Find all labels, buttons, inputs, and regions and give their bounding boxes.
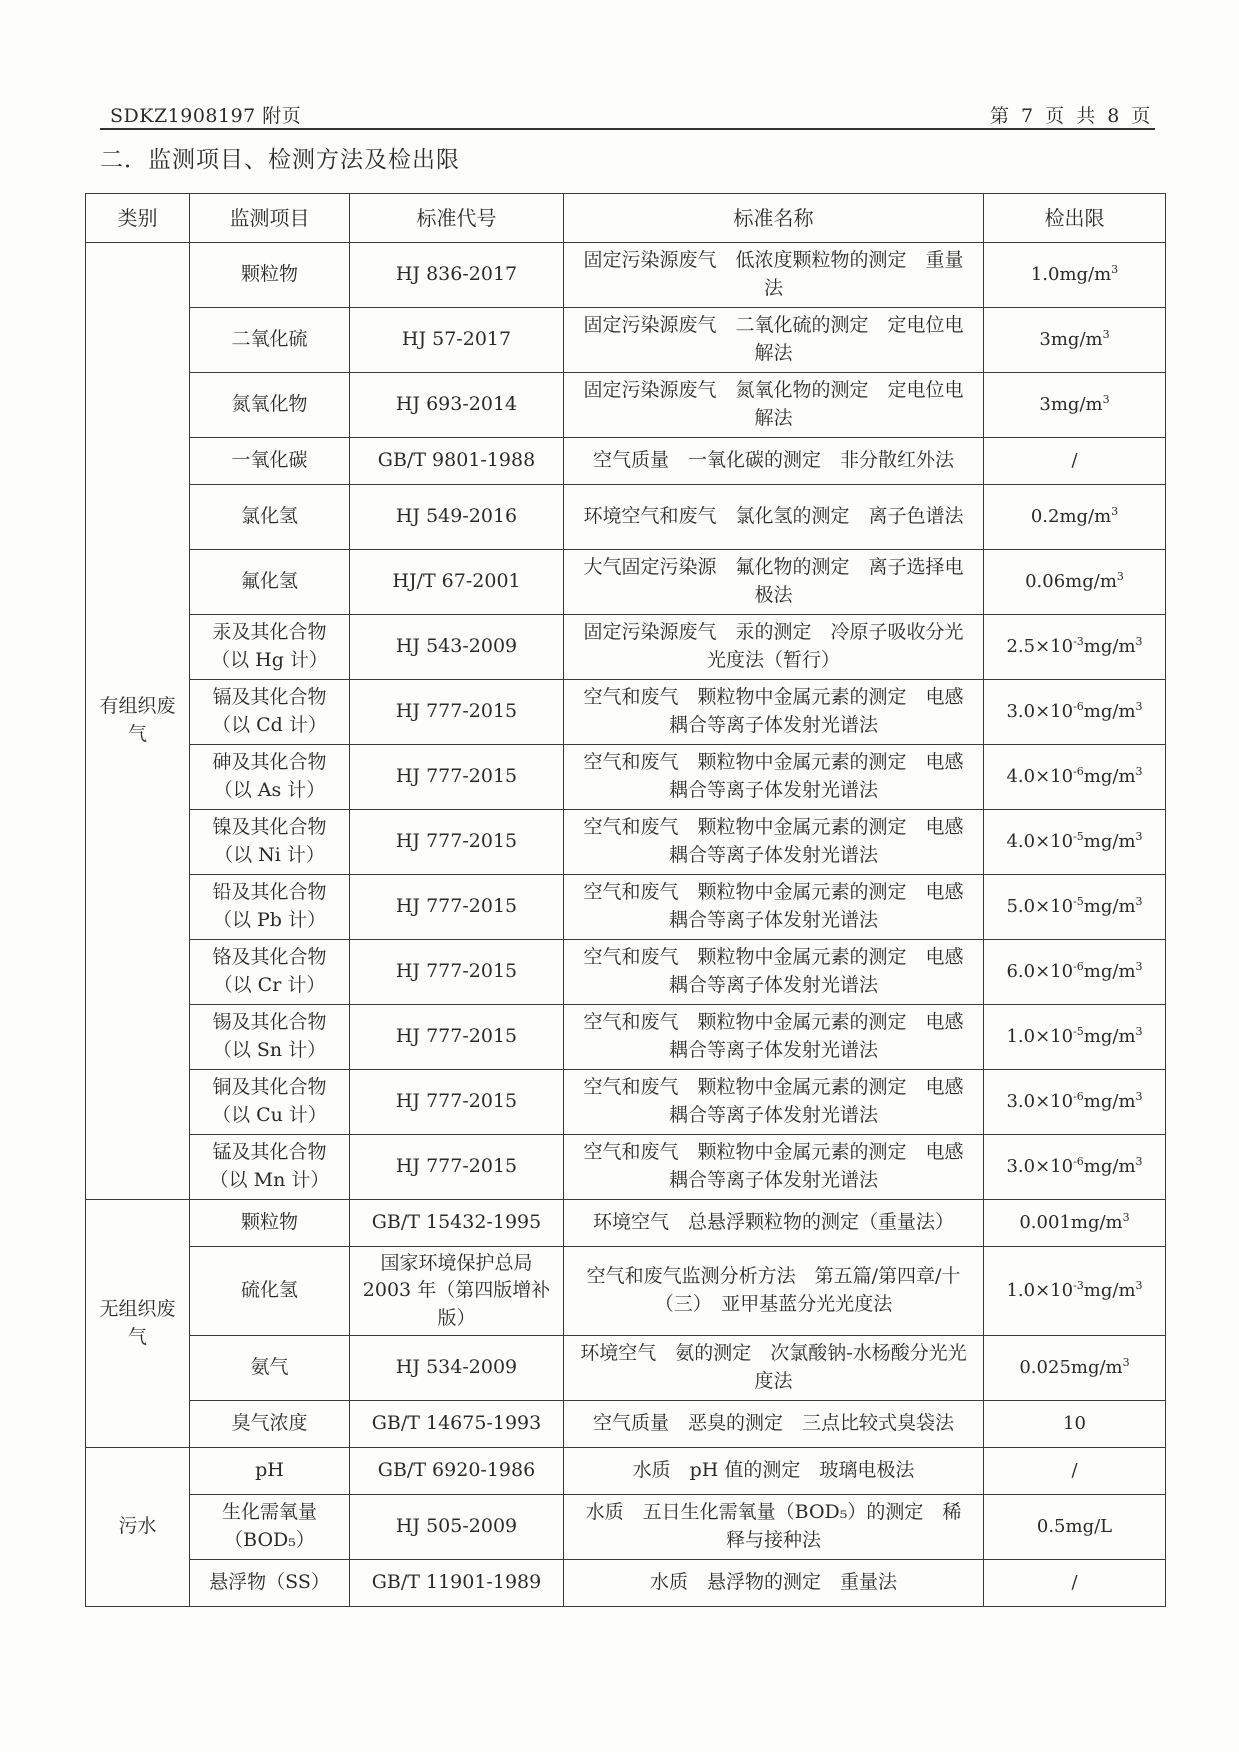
item-cell: 颗粒物 (190, 243, 350, 308)
detection-limit-cell (984, 745, 1166, 810)
limit-unit-exponent: 3 (1111, 504, 1119, 518)
col-header-item: 监测项目 (190, 194, 350, 243)
limit-base: 1.0×10 (1006, 1279, 1074, 1301)
limit-exponent: -6 (1073, 1154, 1084, 1168)
code-cell: GB/T 11901-1989 (350, 1560, 564, 1607)
code-cell: GB/T 9801-1988 (350, 438, 564, 485)
detection-limit-cell (984, 940, 1166, 1005)
code-cell: HJ 777-2015 (350, 940, 564, 1005)
detection-limit-cell (984, 550, 1166, 615)
limit-unit-exponent: 3 (1135, 1278, 1143, 1292)
limit-unit: mg/m (1083, 1025, 1136, 1047)
detection-limit-cell (984, 1135, 1166, 1200)
standard-name-cell: 固定污染源废气 低浓度颗粒物的测定 重量法 (564, 243, 984, 308)
detection-limit-cell (984, 875, 1166, 940)
code-cell: GB/T 6920-1986 (350, 1448, 564, 1495)
table-row (86, 1247, 1166, 1336)
limit-exponent: -6 (1073, 764, 1084, 778)
section-title: 二．监测项目、检测方法及检出限 (100, 147, 460, 173)
table-row (86, 615, 1166, 680)
table-row (86, 1495, 1166, 1560)
standard-name-cell: 空气和废气 颗粒物中金属元素的测定 电感耦合等离子体发射光谱法 (564, 875, 984, 940)
category-cell: 有组织废气 (86, 243, 190, 1200)
table-row (86, 243, 1166, 308)
limit-exponent: -5 (1073, 894, 1084, 908)
standard-name-cell: 水质 五日生化需氧量（BOD₅）的测定 稀释与接种法 (564, 1495, 984, 1560)
code-cell: HJ 777-2015 (350, 875, 564, 940)
limit-exponent: -6 (1073, 959, 1084, 973)
item-cell: 氮氧化物 (190, 373, 350, 438)
limit-base: 4.0×10 (1006, 830, 1074, 852)
item-cell: 二氧化硫 (190, 308, 350, 373)
limit-exponent: -5 (1073, 829, 1084, 843)
code-cell: HJ 777-2015 (350, 1005, 564, 1070)
code-cell: HJ 777-2015 (350, 680, 564, 745)
detection-limit-cell (984, 1560, 1166, 1607)
table-row (86, 1135, 1166, 1200)
table-header-row (86, 194, 1166, 243)
limit-base: 3.0×10 (1006, 1155, 1074, 1177)
limit-unit-exponent: 3 (1135, 764, 1143, 778)
limit-unit: mg/m (1083, 960, 1136, 982)
table-row (86, 1336, 1166, 1401)
limit-exponent: -6 (1073, 1089, 1084, 1103)
standard-name-cell: 固定污染源废气 二氧化硫的测定 定电位电解法 (564, 308, 984, 373)
detection-limit-cell (984, 1070, 1166, 1135)
code-cell: GB/T 14675-1993 (350, 1401, 564, 1448)
table-row (86, 810, 1166, 875)
detection-limit-cell (984, 1005, 1166, 1070)
item-cell: 锰及其化合物（以 Mn 计） (190, 1135, 350, 1200)
item-cell: 生化需氧量（BOD₅） (190, 1495, 350, 1560)
code-cell: HJ 534-2009 (350, 1336, 564, 1401)
detection-limit-cell (984, 1247, 1166, 1336)
code-cell: HJ/T 67-2001 (350, 550, 564, 615)
detection-limit-cell (984, 615, 1166, 680)
limit-unit-exponent: 3 (1116, 569, 1124, 583)
limit-exponent: -6 (1073, 699, 1084, 713)
item-cell: 铅及其化合物（以 Pb 计） (190, 875, 350, 940)
limit-unit: mg/m (1083, 1090, 1136, 1112)
table-row (86, 308, 1166, 373)
limit-unit-exponent: 3 (1135, 634, 1143, 648)
item-cell: 颗粒物 (190, 1200, 350, 1247)
item-cell: 砷及其化合物（以 As 计） (190, 745, 350, 810)
category-cell: 无组织废气 (86, 1200, 190, 1448)
standard-name-cell: 空气质量 一氧化碳的测定 非分散红外法 (564, 438, 984, 485)
detection-limit-cell (984, 308, 1166, 373)
item-cell: 锡及其化合物（以 Sn 计） (190, 1005, 350, 1070)
limit-unit: mg/m (1083, 700, 1136, 722)
standard-name-cell: 空气和废气 颗粒物中金属元素的测定 电感耦合等离子体发射光谱法 (564, 1135, 984, 1200)
detection-limit-cell (984, 1495, 1166, 1560)
detection-limit-cell (984, 485, 1166, 550)
code-cell: GB/T 15432-1995 (350, 1200, 564, 1247)
limit-base: 1.0×10 (1006, 1025, 1074, 1047)
limit-unit: mg/m (1083, 635, 1136, 657)
code-cell: HJ 836-2017 (350, 243, 564, 308)
standard-name-cell: 空气和废气 颗粒物中金属元素的测定 电感耦合等离子体发射光谱法 (564, 680, 984, 745)
table-row (86, 1448, 1166, 1495)
standard-name-cell: 空气和废气 颗粒物中金属元素的测定 电感耦合等离子体发射光谱法 (564, 745, 984, 810)
table-row (86, 1401, 1166, 1448)
limit-value: 3mg/m (1039, 393, 1103, 415)
standard-name-cell: 固定污染源废气 汞的测定 冷原子吸收分光光度法（暂行） (564, 615, 984, 680)
code-cell: HJ 543-2009 (350, 615, 564, 680)
item-cell: 硫化氢 (190, 1247, 350, 1336)
limit-unit-exponent: 3 (1102, 327, 1110, 341)
standard-name-cell: 环境空气和废气 氯化氢的测定 离子色谱法 (564, 485, 984, 550)
table-row (86, 680, 1166, 745)
limit-value: 10 (1063, 1412, 1086, 1434)
table-row (86, 1070, 1166, 1135)
code-cell: HJ 549-2016 (350, 485, 564, 550)
code-cell: HJ 777-2015 (350, 810, 564, 875)
detection-limit-cell (984, 680, 1166, 745)
table-body (86, 243, 1166, 1607)
item-cell: 氯化氢 (190, 485, 350, 550)
item-cell: 镉及其化合物（以 Cd 计） (190, 680, 350, 745)
header-rule (100, 128, 1155, 130)
col-header-code: 标准代号 (350, 194, 564, 243)
item-cell: 一氧化碳 (190, 438, 350, 485)
item-cell: 悬浮物（SS） (190, 1560, 350, 1607)
standard-name-cell: 空气和废气 颗粒物中金属元素的测定 电感耦合等离子体发射光谱法 (564, 810, 984, 875)
code-cell: HJ 777-2015 (350, 1070, 564, 1135)
limit-unit: mg/m (1083, 765, 1136, 787)
standard-name-cell: 水质 pH 值的测定 玻璃电极法 (564, 1448, 984, 1495)
standard-name-cell: 空气和废气 颗粒物中金属元素的测定 电感耦合等离子体发射光谱法 (564, 940, 984, 1005)
detection-limit-cell (984, 1448, 1166, 1495)
item-cell: 臭气浓度 (190, 1401, 350, 1448)
limit-unit-exponent: 3 (1135, 894, 1143, 908)
code-cell: HJ 505-2009 (350, 1495, 564, 1560)
table-row (86, 745, 1166, 810)
code-cell: HJ 57-2017 (350, 308, 564, 373)
limit-base: 4.0×10 (1006, 765, 1074, 787)
limit-value: 0.2mg/m (1030, 505, 1112, 527)
item-cell: 镍及其化合物（以 Ni 计） (190, 810, 350, 875)
limit-unit: mg/m (1083, 1155, 1136, 1177)
code-cell: HJ 693-2014 (350, 373, 564, 438)
limit-base: 3.0×10 (1006, 1090, 1074, 1112)
detection-limit-cell (984, 438, 1166, 485)
col-header-name: 标准名称 (564, 194, 984, 243)
limit-base: 5.0×10 (1006, 895, 1074, 917)
standards-table (85, 193, 1166, 1607)
standard-name-cell: 环境空气 氨的测定 次氯酸钠-水杨酸分光光度法 (564, 1336, 984, 1401)
detection-limit-cell (984, 1200, 1166, 1247)
report-id: SDKZ1908197 附页 (110, 105, 302, 127)
standard-name-cell: 水质 悬浮物的测定 重量法 (564, 1560, 984, 1607)
limit-unit-exponent: 3 (1135, 1154, 1143, 1168)
limit-unit-exponent: 3 (1135, 1024, 1143, 1038)
detection-limit-cell (984, 1336, 1166, 1401)
limit-exponent: -3 (1073, 634, 1084, 648)
limit-value: / (1071, 1571, 1078, 1593)
detection-limit-cell (984, 1401, 1166, 1448)
standard-name-cell: 空气和废气 颗粒物中金属元素的测定 电感耦合等离子体发射光谱法 (564, 1070, 984, 1135)
limit-value: 0.001mg/m (1019, 1211, 1123, 1233)
table-row (86, 1200, 1166, 1247)
limit-value: 0.5mg/L (1036, 1515, 1113, 1537)
table-row (86, 373, 1166, 438)
table-row (86, 485, 1166, 550)
limit-value: 3mg/m (1039, 328, 1103, 350)
limit-base: 6.0×10 (1006, 960, 1074, 982)
limit-base: 3.0×10 (1006, 700, 1074, 722)
limit-unit: mg/m (1083, 830, 1136, 852)
limit-unit-exponent: 3 (1111, 262, 1119, 276)
standard-name-cell: 环境空气 总悬浮颗粒物的测定（重量法） (564, 1200, 984, 1247)
limit-unit-exponent: 3 (1102, 392, 1110, 406)
detection-limit-cell (984, 373, 1166, 438)
standard-name-cell: 固定污染源废气 氮氧化物的测定 定电位电解法 (564, 373, 984, 438)
category-cell: 污水 (86, 1448, 190, 1607)
limit-unit-exponent: 3 (1135, 959, 1143, 973)
limit-unit-exponent: 3 (1135, 829, 1143, 843)
standard-name-cell: 空气和废气 颗粒物中金属元素的测定 电感耦合等离子体发射光谱法 (564, 1005, 984, 1070)
detection-limit-cell (984, 243, 1166, 308)
col-header-limit: 检出限 (984, 194, 1166, 243)
standard-name-cell: 空气质量 恶臭的测定 三点比较式臭袋法 (564, 1401, 984, 1448)
limit-unit: mg/m (1083, 1279, 1136, 1301)
limit-exponent: -5 (1073, 1024, 1084, 1038)
limit-unit-exponent: 3 (1135, 699, 1143, 713)
item-cell: 氨气 (190, 1336, 350, 1401)
limit-value: / (1071, 1459, 1078, 1481)
standard-name-cell: 大气固定污染源 氟化物的测定 离子选择电极法 (564, 550, 984, 615)
item-cell: 铜及其化合物（以 Cu 计） (190, 1070, 350, 1135)
item-cell: 氟化氢 (190, 550, 350, 615)
limit-value: 1.0mg/m (1030, 263, 1112, 285)
limit-base: 2.5×10 (1006, 635, 1074, 657)
col-header-category: 类别 (86, 194, 190, 243)
code-cell: HJ 777-2015 (350, 745, 564, 810)
table-row (86, 550, 1166, 615)
limit-unit-exponent: 3 (1122, 1355, 1130, 1369)
limit-value: 0.025mg/m (1019, 1356, 1123, 1378)
table-row (86, 875, 1166, 940)
item-cell: pH (190, 1448, 350, 1495)
limit-unit-exponent: 3 (1135, 1089, 1143, 1103)
table-row (86, 438, 1166, 485)
table-row (86, 940, 1166, 1005)
limit-value: / (1071, 449, 1078, 471)
item-cell: 汞及其化合物（以 Hg 计） (190, 615, 350, 680)
table-row (86, 1005, 1166, 1070)
item-cell: 铬及其化合物（以 Cr 计） (190, 940, 350, 1005)
code-cell: HJ 777-2015 (350, 1135, 564, 1200)
limit-unit: mg/m (1083, 895, 1136, 917)
limit-unit-exponent: 3 (1122, 1210, 1130, 1224)
detection-limit-cell (984, 810, 1166, 875)
limit-value: 0.06mg/m (1025, 570, 1117, 592)
limit-exponent: -3 (1073, 1278, 1084, 1292)
code-cell: 国家环境保护总局 2003 年（第四版增补版） (350, 1247, 564, 1336)
table-row (86, 1560, 1166, 1607)
standard-name-cell: 空气和废气监测分析方法 第五篇/第四章/十（三） 亚甲基蓝分光光度法 (564, 1247, 984, 1336)
page-number: 第 7 页 共 8 页 (990, 105, 1154, 127)
